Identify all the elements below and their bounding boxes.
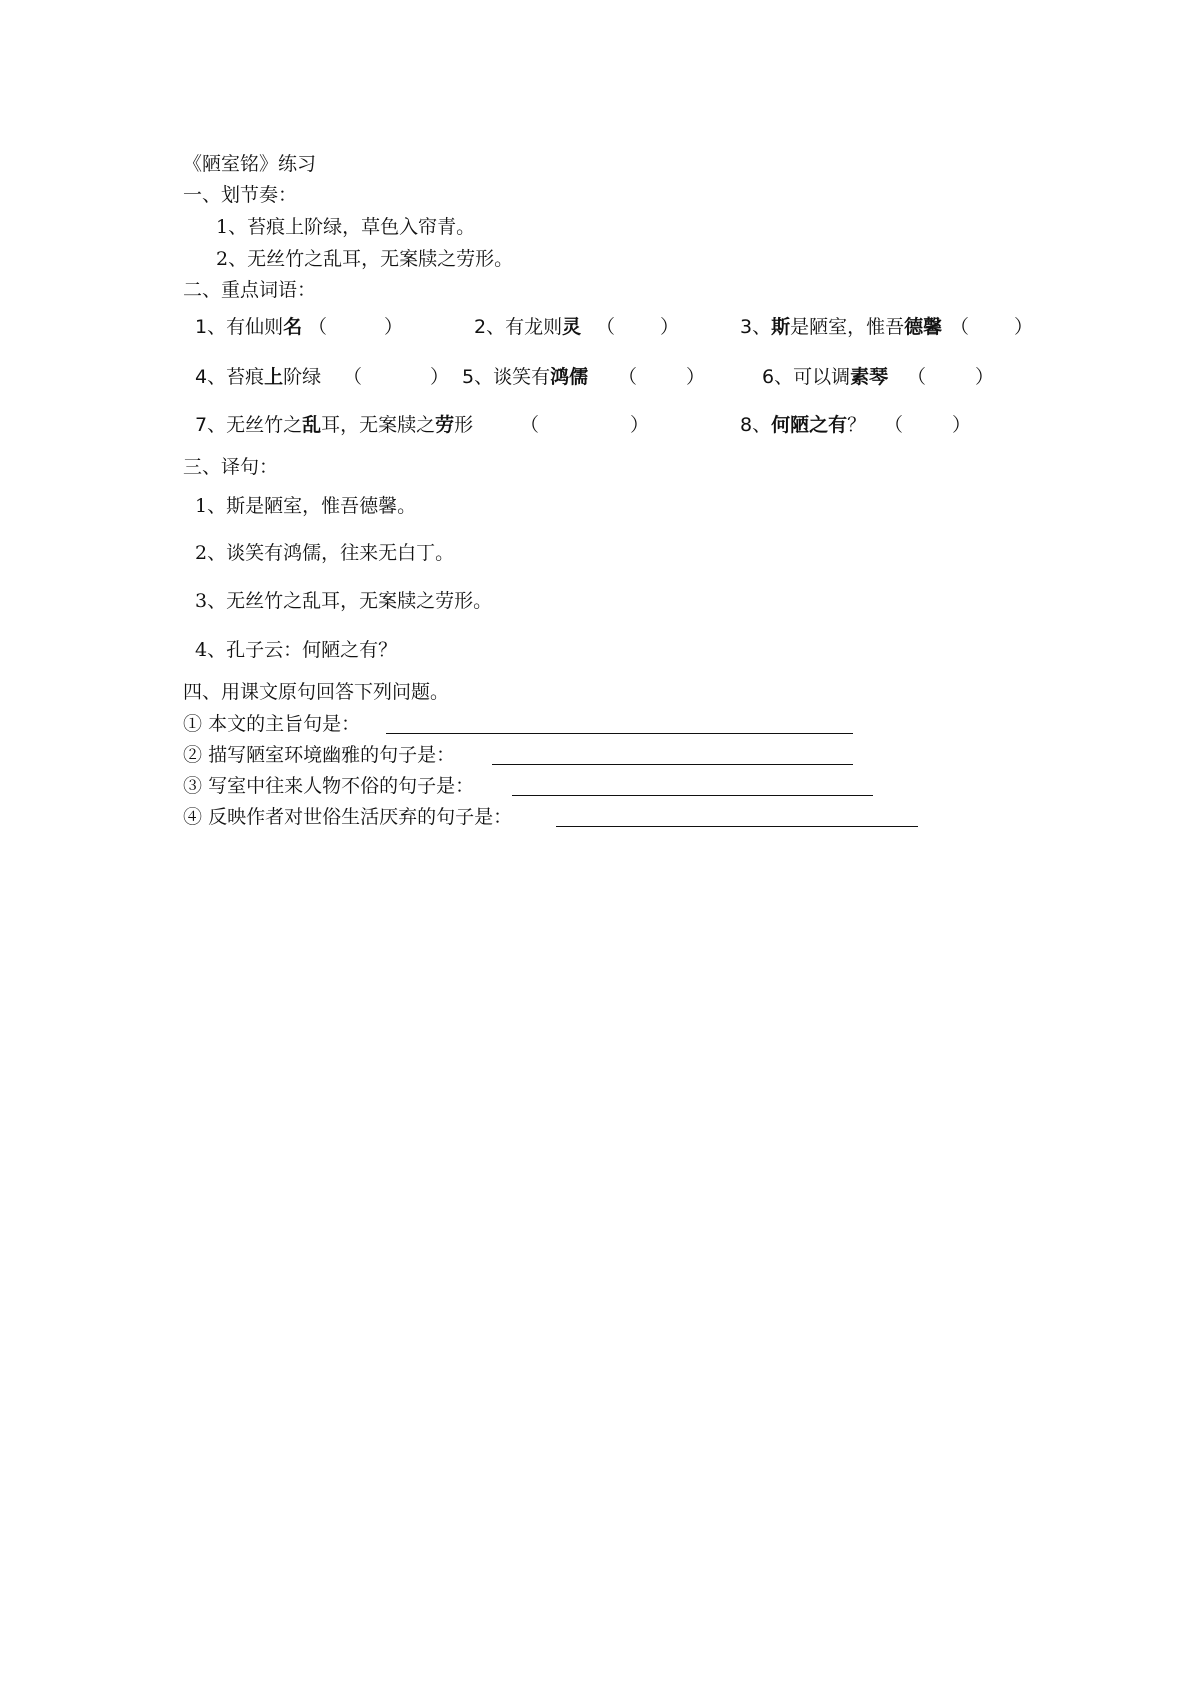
translate-item-4: 4、孔子云：何陋之有？ <box>195 639 398 661</box>
section1-item-1: 1、苔痕上阶绿，草色入帘青。 <box>216 216 476 238</box>
vocab-paren-close: ） <box>686 366 706 388</box>
question-label: 描写陋室环境幽雅的句子是： <box>208 744 456 766</box>
vocab-keyword: 上 <box>264 366 284 388</box>
section3-heading: 三、译句： <box>183 456 279 478</box>
question-1 <box>183 712 360 736</box>
vocab-paren-close: ） <box>630 414 650 436</box>
section4-heading: 四、用课文原句回答下列问题。 <box>183 681 450 703</box>
vocab-number: 2、 <box>474 316 506 338</box>
question-label: 本文的主旨句是： <box>208 713 361 735</box>
vocab-keyword: 劳 <box>435 414 455 436</box>
question-2 <box>183 743 455 767</box>
vocab-paren-close: ） <box>952 414 972 436</box>
vocab-paren-open: （ <box>884 414 904 436</box>
translate-item-1: 1、斯是陋室，惟吾德馨。 <box>195 495 417 517</box>
question-label: 反映作者对世俗生活厌弃的句子是： <box>208 806 513 828</box>
vocab-number: 8、 <box>740 414 772 436</box>
section1-heading: 一、划节奏： <box>183 184 298 206</box>
vocab-paren-open: （ <box>343 366 363 388</box>
vocab-text: 苔痕 <box>226 366 265 388</box>
vocab-paren-close: ） <box>430 366 450 388</box>
vocab-item-5 <box>462 365 588 389</box>
vocab-paren-open: （ <box>308 316 328 338</box>
vocab-text: 谈笑有 <box>493 366 551 388</box>
vocab-keyword: 鸿儒 <box>550 366 589 388</box>
vocab-keyword: 灵 <box>562 316 582 338</box>
page-title: 《陋室铭》练习 <box>183 153 317 175</box>
answer-line-1[interactable] <box>386 733 853 734</box>
vocab-number: 4、 <box>195 366 227 388</box>
vocab-keyword: 何陋之有 <box>771 414 848 436</box>
vocab-number: 5、 <box>462 366 494 388</box>
vocab-paren-open: （ <box>907 366 927 388</box>
vocab-text: 形 <box>454 414 474 436</box>
circled-number: ④ <box>183 806 203 828</box>
translate-item-2: 2、谈笑有鸿儒，往来无白丁。 <box>195 542 455 564</box>
question-label: 写室中往来人物不俗的句子是： <box>208 775 475 797</box>
circled-number: ③ <box>183 775 203 797</box>
vocab-number: 7、 <box>195 414 227 436</box>
vocab-keyword: 德馨 <box>904 316 943 338</box>
vocab-item-8 <box>740 413 866 437</box>
vocab-paren-open: （ <box>950 316 970 338</box>
vocab-paren-close: ） <box>660 316 680 338</box>
circled-number: ① <box>183 713 203 735</box>
vocab-keyword: 素琴 <box>850 366 889 388</box>
question-3 <box>183 774 474 798</box>
vocab-number: 3、 <box>740 316 772 338</box>
vocab-text: 是陋室，惟吾 <box>790 316 905 338</box>
vocab-text: 有仙则 <box>226 316 284 338</box>
vocab-number: 1、 <box>195 316 227 338</box>
vocab-item-4 <box>195 365 321 389</box>
vocab-item-7 <box>195 413 473 437</box>
vocab-item-2 <box>474 315 581 339</box>
vocab-text: ？ <box>847 414 867 436</box>
vocab-text: 耳，无案牍之 <box>321 414 436 436</box>
vocab-paren-open: （ <box>520 414 540 436</box>
vocab-keyword: 名 <box>283 316 303 338</box>
section2-heading: 二、重点词语： <box>183 279 317 301</box>
circled-number: ② <box>183 744 203 766</box>
question-4 <box>183 805 512 829</box>
answer-line-2[interactable] <box>492 764 853 765</box>
vocab-number: 6、 <box>762 366 794 388</box>
vocab-paren-open: （ <box>596 316 616 338</box>
vocab-keyword: 斯 <box>771 316 791 338</box>
answer-line-4[interactable] <box>556 826 918 827</box>
vocab-paren-open: （ <box>618 366 638 388</box>
vocab-text: 有龙则 <box>505 316 563 338</box>
section1-item-2: 2、无丝竹之乱耳，无案牍之劳形。 <box>216 248 514 270</box>
translate-item-3: 3、无丝竹之乱耳，无案牍之劳形。 <box>195 590 493 612</box>
vocab-text: 可以调 <box>793 366 851 388</box>
vocab-paren-close: ） <box>975 366 995 388</box>
vocab-text: 阶绿 <box>283 366 322 388</box>
vocab-text: 无丝竹之 <box>226 414 303 436</box>
vocab-paren-close: ） <box>1014 316 1034 338</box>
vocab-item-3 <box>740 315 942 339</box>
vocab-keyword: 乱 <box>302 414 322 436</box>
vocab-item-1 <box>195 315 302 339</box>
vocab-paren-close: ） <box>384 316 404 338</box>
answer-line-3[interactable] <box>512 795 873 796</box>
vocab-item-6 <box>762 365 888 389</box>
